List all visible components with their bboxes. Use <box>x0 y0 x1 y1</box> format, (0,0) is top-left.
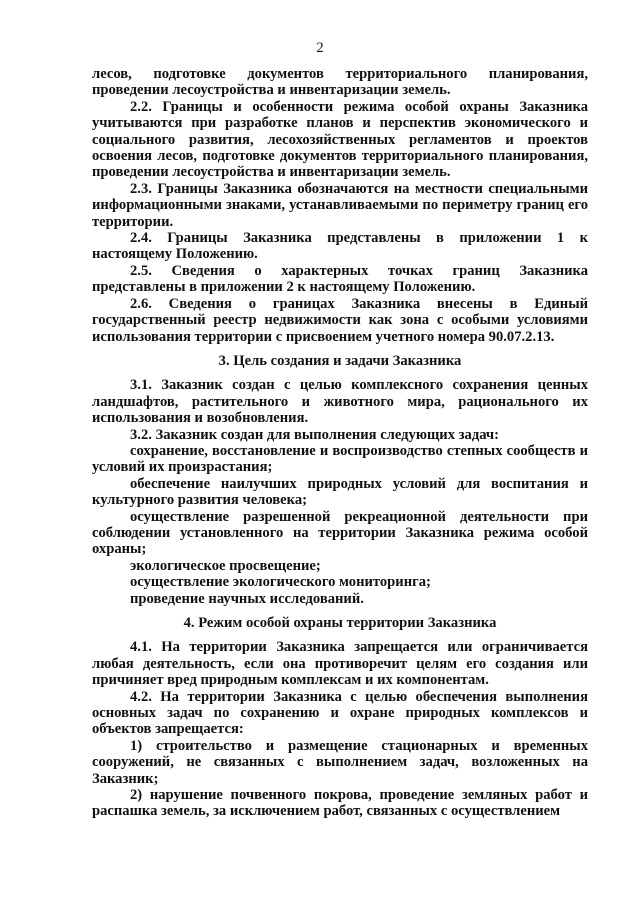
task-item: проведение научных исследований. <box>130 590 364 607</box>
paragraph-2-3: 2.3. Границы Заказника обозначаются на местности специальными информационными знаками, устанавливаемыми по периметру границ его территории. <box>92 180 588 230</box>
paragraph-2-5: 2.5. Сведения о характерных точках границ Заказника представлены в приложении 2 к настоящему Положению. <box>92 262 588 296</box>
prohibited-label: запрещается: <box>155 721 244 738</box>
paragraph-3-1: 3.1. Заказник создан с целью комплексного сохранения ценных ландшафтов, растительного и животного мира, рационального их использования и возобновления. <box>92 377 588 427</box>
task-item: экологическое просвещение; <box>130 557 321 574</box>
section-3-heading: 3. Цель создания и задачи Заказника <box>218 352 462 369</box>
prohibition-item: 2) нарушение почвенного покрова, проведение земляных работ и распашка земель, за исключением работ, связанных с осуществлением <box>92 787 588 820</box>
paragraph-4-1: 4.1. На территории Заказника запрещается или ограничивается любая деятельность, если она противоречит целям его создания или причиняет вред природным комплексам и их компонентам. <box>92 639 588 689</box>
document-body <box>92 66 588 820</box>
paragraph-continuation: лесов, подготовке документов территориального планирования, проведении лесоустройства и инвентаризации земель. <box>92 66 588 99</box>
task-item: сохранение, восстановление и воспроизводство степных сообществ и условий их произрастания; <box>92 442 588 476</box>
paragraph-2-2: 2.2. Границы и особенности режима особой охраны Заказника учитываются при разработке планов и перспектив экономического и социального развития, лесохозяйственных регламентов и проектов освоения лесов, подготовке документов территориального планирования, проведении лесоустройства и инвентаризации земель. <box>92 98 588 181</box>
paragraph-4-2-text: 4.2. На территории Заказника с целью обеспечения выполнения основных задач по сохранению и охране природных комплексов и объектов <box>92 688 588 738</box>
task-item: обеспечение наилучших природных условий для воспитания и культурного развития человека; <box>92 475 588 509</box>
paragraph-2-4: 2.4. Границы Заказника представлены в приложении 1 к настоящему Положению. <box>92 230 588 263</box>
paragraph-4-2 <box>92 689 588 738</box>
prohibition-item: 1) строительство и размещение стационарных и временных сооружений, не связанных с выполнением задач, возложенных на Заказник; <box>92 737 588 787</box>
task-item: осуществление разрешенной рекреационной деятельности при соблюдении установленного на территории Заказника режима особой охраны; <box>92 508 588 558</box>
section-4-heading: 4. Режим особой охраны территории Заказника <box>183 615 497 631</box>
task-item: осуществление экологического мониторинга; <box>130 574 431 591</box>
paragraph-3-2: 3.2. Заказник создан для выполнения следующих задач: <box>130 426 500 443</box>
page-number: 2 <box>316 40 324 56</box>
paragraph-2-6: 2.6. Сведения о границах Заказника внесены в Единый государственный реестр недвижимости как зона с особыми условиями использования территории с присвоением учетного номера 90.07.2.13. <box>92 295 588 345</box>
